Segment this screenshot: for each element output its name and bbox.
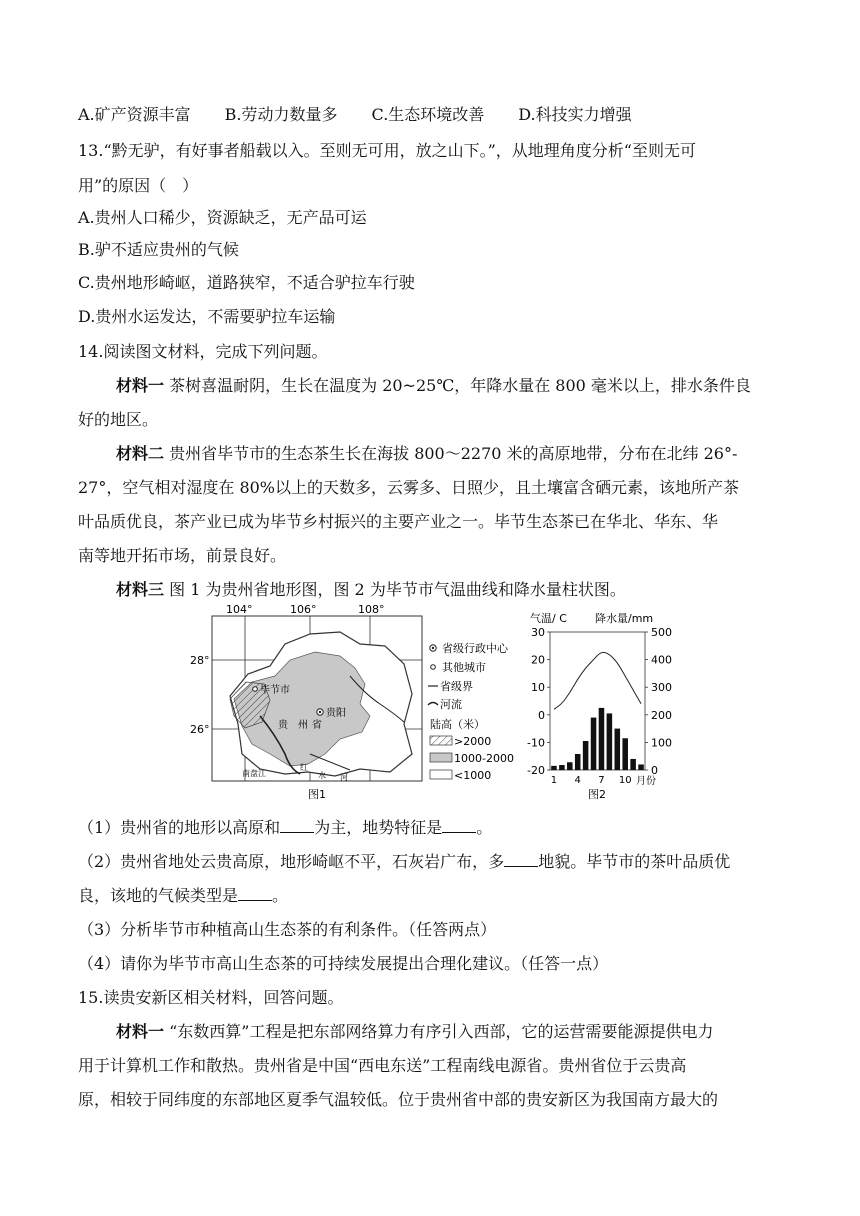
sub-text: 。	[476, 818, 493, 837]
q14-material2-line3: 叶品质优良，茶产业已成为毕节乡村振兴的主要产业之一。毕节生态茶已在华北、华东、华	[78, 512, 719, 531]
q13-option-d[interactable]: D.贵州水运发达，不需要驴拉车运输	[78, 307, 336, 326]
precipitation-bar	[567, 762, 573, 770]
right-tick-label: 100	[651, 736, 672, 750]
q13-option-b[interactable]: B.驴不适应贵州的气候	[78, 240, 239, 259]
legend-label: 1000-2000	[454, 752, 514, 765]
legend-label: <1000	[454, 769, 492, 782]
material-label: 材料二	[116, 444, 165, 463]
q14-sub2-line2	[78, 886, 788, 906]
q14-material2-line2: 27°，空气相对湿度在 80%以上的天数多，云雾多、日照少，且土壤富含硒元素，该地所产茶	[78, 478, 740, 497]
answer-blank[interactable]	[238, 886, 272, 901]
place-label: 毕节市	[260, 685, 290, 696]
sub-text: （1）贵州省的地形以高原和	[78, 818, 281, 837]
material-text: “东数西算”工程是把东部网络算力有序引入西部，它的运营需要能源提供电力	[169, 1022, 714, 1041]
place-label: 河	[340, 773, 348, 782]
terrain-map	[190, 604, 514, 801]
climate-chart	[527, 611, 672, 801]
high-elev-swatch	[430, 736, 452, 745]
right-axis-label: 降水量/mm	[595, 612, 654, 625]
place-label: 省	[312, 720, 322, 731]
legend-label: 省级行政中心	[442, 642, 508, 655]
q14-sub2-line1	[78, 852, 788, 872]
place-label: 水	[318, 771, 326, 780]
lon-label: 108°	[358, 604, 385, 616]
precipitation-bar	[591, 718, 597, 770]
left-tick-label: -20	[527, 764, 545, 777]
figure-caption: 图1	[308, 788, 326, 801]
sub-text: 良，该地的气候类型是	[78, 886, 239, 905]
q13-option-c[interactable]: C.贵州地形崎岖，道路狭窄，不适合驴拉车行驶	[78, 273, 415, 292]
q14-material3-line	[116, 580, 788, 600]
q14-stem: 14.阅读图文材料，完成下列问题。	[78, 342, 328, 361]
left-tick-label: 20	[531, 653, 545, 667]
place-label: 贵阳	[326, 708, 346, 719]
figure-area	[190, 604, 690, 804]
q12-option-a[interactable]: A.矿产资源丰富	[78, 105, 191, 124]
q13-stem-line2: 用”的原因（ ）	[78, 176, 199, 195]
lat-label: 28°	[190, 654, 210, 667]
precipitation-bar	[638, 764, 644, 770]
answer-blank[interactable]	[442, 818, 476, 833]
q15-material1-line3: 原，相较于同纬度的东部地区夏季气温较低。位于贵州省中部的贵安新区为我国南方最大的	[78, 1090, 719, 1109]
legend-label: 其他城市	[442, 661, 486, 674]
x-tick-label: 1	[550, 775, 558, 786]
x-tick-label: 4	[574, 775, 581, 786]
material-text: 贵州省毕节市的生态茶生长在海拔 800～2270 米的高原地带，分布在北纬 26°-	[169, 444, 738, 463]
map-legend	[428, 641, 514, 782]
figures-svg	[190, 604, 690, 804]
right-tick-label: 200	[651, 708, 672, 722]
low-elev-swatch	[430, 770, 452, 779]
material-text: 图 1 为贵州省地形图，图 2 为毕节市气温曲线和降水量柱状图。	[169, 580, 626, 599]
legend-label: >2000	[454, 735, 492, 748]
river-legend-icon	[428, 703, 438, 706]
q12-option-d[interactable]: D.科技实力增强	[518, 105, 632, 124]
place-label: 州	[298, 720, 308, 731]
right-tick-label: 500	[651, 626, 672, 639]
q14-material2-line4: 南等地开拓市场，前景良好。	[78, 546, 287, 565]
precipitation-bar	[583, 741, 589, 770]
q15-material1-line1	[116, 1022, 788, 1042]
capital-legend-icon	[432, 647, 434, 649]
q12-option-b[interactable]: B.劳动力数量多	[224, 105, 338, 124]
precipitation-bar	[559, 765, 565, 770]
left-axis-label: 气温/ C	[530, 612, 567, 625]
elevation-legend-title: 陆高（米）	[430, 718, 485, 731]
right-tick-label: 400	[651, 653, 672, 667]
left-tick-label: 0	[538, 708, 545, 722]
place-label: 南盘江	[242, 769, 266, 778]
answer-blank[interactable]	[280, 818, 314, 833]
sub-text: （2）贵州省地处云贵高原，地形崎岖不平，石灰岩广布，多	[78, 852, 505, 871]
place-label: 红	[300, 763, 308, 772]
precipitation-bar	[551, 766, 557, 770]
q14-sub4: （4）请你为毕节市高山生态茶的可持续发展提出合理化建议。（任答一点）	[78, 954, 609, 973]
left-tick-label: 10	[531, 681, 545, 695]
material-text: 茶树喜温耐阴，生长在温度为 20~25℃，年降水量在 800 毫米以上，排水条件良	[169, 376, 751, 395]
q13-option-a[interactable]: A.贵州人口稀少，资源缺乏，无产品可运	[78, 208, 367, 227]
material-label: 材料一	[116, 376, 165, 395]
precipitation-bar	[599, 708, 605, 770]
material-label: 材料一	[116, 1022, 165, 1041]
left-tick-label: 30	[531, 626, 545, 639]
q12-option-c[interactable]: C.生态环境改善	[371, 105, 485, 124]
legend-label: 河流	[440, 698, 462, 711]
q12-options	[78, 105, 788, 125]
right-tick-label: 0	[651, 764, 658, 777]
lat-label: 26°	[190, 723, 210, 736]
q13-stem-line1: 13.“黔无驴，有好事者船载以入。至则无可用，放之山下。”，从地理角度分析“至则无可	[78, 141, 696, 160]
precipitation-bar	[622, 738, 628, 770]
lon-label: 106°	[290, 604, 317, 616]
figure-caption: 图2	[588, 788, 606, 801]
q15-material1-line2: 用于计算机工作和散热。贵州省是中国“西电东送”工程南线电源省。贵州省位于云贵高	[78, 1056, 687, 1075]
q15-stem: 15.读贵安新区相关材料，回答问题。	[78, 988, 344, 1007]
lon-label: 104°	[226, 604, 253, 616]
city-marker	[253, 687, 258, 692]
q14-material1-line1	[116, 376, 788, 396]
x-unit-label: 月份	[636, 776, 656, 787]
q14-material1-line2: 好的地区。	[78, 410, 159, 429]
material-label: 材料三	[116, 580, 165, 599]
x-tick-label: 10	[618, 775, 632, 786]
precipitation-bar	[575, 754, 581, 770]
place-label: 贵	[278, 720, 288, 731]
legend-label: 省级界	[440, 680, 473, 693]
precipitation-bar	[615, 729, 621, 770]
sub-text: 地貌。毕节市的茶叶品质优	[538, 852, 731, 871]
answer-blank[interactable]	[504, 852, 538, 867]
precipitation-bar	[607, 713, 613, 770]
left-tick-label: -10	[527, 736, 545, 750]
sub-text: 。	[272, 886, 289, 905]
precipitation-bar	[630, 759, 636, 770]
sub-text: 为主，地势特征是	[314, 818, 443, 837]
q14-material2-line1	[116, 444, 788, 464]
mid-elev-swatch	[430, 753, 452, 762]
q14-sub1	[78, 818, 788, 838]
city-legend-icon	[431, 665, 436, 670]
q14-sub3: （3）分析毕节市种植高山生态茶的有利条件。（任答两点）	[78, 920, 497, 939]
x-tick-label: 7	[598, 775, 605, 786]
right-tick-label: 300	[651, 681, 672, 695]
